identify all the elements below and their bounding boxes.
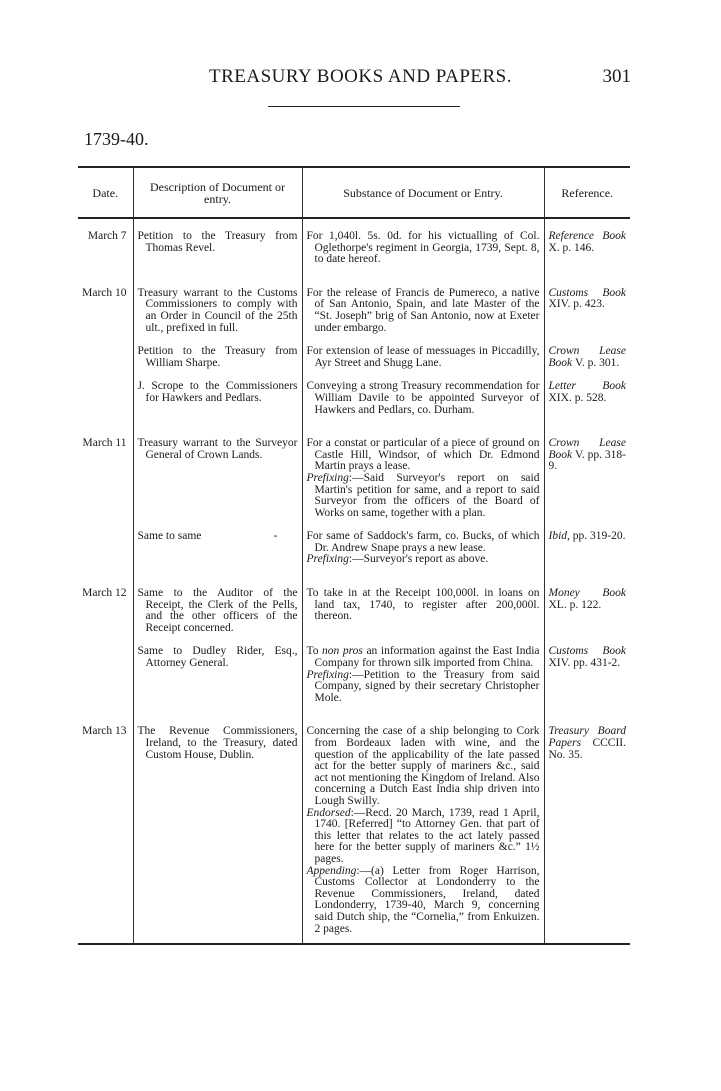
entry-reference: Ibid, pp. 319-20.	[544, 529, 630, 576]
note-label: Appending	[306, 864, 357, 877]
entry-substance: Conveying a strong Treasury recommendation for William Davile to be appointed Surveyor of Hawkers and Pedlars, co. Durham.	[302, 379, 544, 426]
entry-date: March 10	[82, 286, 127, 299]
ditto-dash: -	[273, 530, 278, 543]
entry-description: The Revenue Commissioners, Ireland, to the Treasury, dated Custom House, Dublin.	[133, 714, 302, 944]
table-row	[78, 576, 630, 644]
entry-description: J. Scrope to the Commissioners for Hawkers and Pedlars.	[133, 379, 302, 426]
entry-substance: To non pros an information against the East India Company for thrown silk imported from China. Prefixing:—Petition to the Treasury from said Company, signed by their secretary Christopher Mole.	[302, 644, 544, 714]
table-row	[78, 218, 630, 276]
entry-description: Treasury warrant to the Surveyor General of Crown Lands.	[133, 426, 302, 529]
entry-date: March 11	[82, 437, 127, 450]
header-rule	[268, 106, 460, 107]
note-label: Prefixing	[306, 668, 349, 681]
entry-reference: Letter Book XIX. p. 528.	[544, 379, 630, 426]
column-header-substance: Substance of Document or Entry.	[302, 167, 544, 218]
entry-description: Petition to the Treasury from William Sharpe.	[133, 344, 302, 379]
entry-reference: Crown Lease Book V. pp. 318-9.	[544, 426, 630, 529]
entry-substance: For extension of lease of messuages in Piccadilly, Ayr Street and Shugg Lane.	[302, 344, 544, 379]
entry-date: March 13	[78, 714, 133, 944]
column-header-description: Description of Document or entry.	[133, 167, 302, 218]
table-row	[78, 529, 630, 576]
entry-date	[78, 344, 133, 379]
entry-date	[78, 379, 133, 426]
entry-description: Same to same -	[133, 529, 302, 576]
ledger-table	[78, 166, 630, 945]
table-row	[78, 426, 630, 529]
table-header-row	[78, 167, 630, 218]
note-label: Prefixing	[306, 553, 349, 566]
table-row	[78, 714, 630, 944]
note-label: Endorsed	[306, 806, 351, 819]
entry-description: Same to the Auditor of the Receipt, the Clerk of the Pells, and the other officers of the Receipt concerned.	[133, 576, 302, 644]
entry-reference: Money Book XL. p. 122.	[544, 576, 630, 644]
entry-description: Petition to the Treasury from Thomas Revel.	[133, 218, 302, 276]
entry-date: March 12	[82, 587, 127, 600]
entry-date	[78, 644, 133, 714]
page-number: 301	[602, 66, 631, 87]
entry-reference: Customs Book XIV. pp. 431-2.	[544, 644, 630, 714]
table-row	[78, 644, 630, 714]
table-row	[78, 344, 630, 379]
entry-substance: Concerning the case of a ship belonging to Cork from Bordeaux laden with wine, and the question of the applicability of the late passed act for the better supply of mariners &c., said act not mentioning the Kingdom of Ireland. Also concerning a Dutch East India ship driven into Lough Swilly. Endorsed:—Recd. 20 March, 1739, read 1 April, 1740. [Referred] “to Attorney Gen. that part of this letter that relates to the act lately passed here for the better supply of mariners &c.” 1½ pages. Appending:—(a) Letter from Roger Harrison, Customs Collector at Londonderry to the Revenue Commissioners, Ireland, dated Londonderry, 1739-40, March 9, concerning said Dutch ship, the “Cornelia,” from Enkuizen. 2 pages.	[302, 714, 544, 944]
table-row	[78, 276, 630, 344]
table-row	[78, 379, 630, 426]
entry-description: Same to Dudley Rider, Esq., Attorney General.	[133, 644, 302, 714]
entry-reference: Reference Book X. p. 146.	[544, 218, 630, 276]
entry-substance: For 1,040l. 5s. 0d. for his victualling of Col. Oglethorpe's regiment in Georgia, 1739, Sept. 8, to date hereof.	[302, 218, 544, 276]
column-header-date: Date.	[78, 167, 133, 218]
entry-reference: Crown Lease Book V. p. 301.	[544, 344, 630, 379]
entry-substance: For a constat or particular of a piece of ground on Castle Hill, Windsor, of which Dr. Edmond Martin prays a lease. Prefixing:—Said Surveyor's report on said Martin's petition for same, and a report to said Surveyor from the officers of the Board of Works on same, together with a plan.	[302, 426, 544, 529]
year-heading: 1739-40.	[84, 129, 149, 149]
entry-date	[78, 529, 133, 576]
column-header-reference: Reference.	[544, 167, 630, 218]
entry-description: Treasury warrant to the Customs Commissioners to comply with an Order in Council of the 25th ult., prefixed in full.	[133, 276, 302, 344]
entry-substance: To take in at the Receipt 100,000l. in loans on land tax, 1740, to register after 200,000l. thereon.	[302, 576, 544, 644]
running-header-title: TREASURY BOOKS AND PAPERS.	[208, 66, 512, 87]
entry-substance: For the release of Francis de Pumereco, a native of San Antonio, Spain, and late Master of the “St. Joseph” brig of San Antonio, now at Exeter under embargo.	[302, 276, 544, 344]
note-label: Prefixing	[306, 471, 349, 484]
entry-reference: Treasury Board Papers CCCII. No. 35.	[544, 714, 630, 944]
entry-date: March 7	[87, 230, 127, 242]
entry-reference: Customs Book XIV. p. 423.	[544, 276, 630, 344]
entry-substance: For same of Saddock's farm, co. Bucks, of which Dr. Andrew Snape prays a new lease. Prefixing:—Surveyor's report as above.	[302, 529, 544, 576]
